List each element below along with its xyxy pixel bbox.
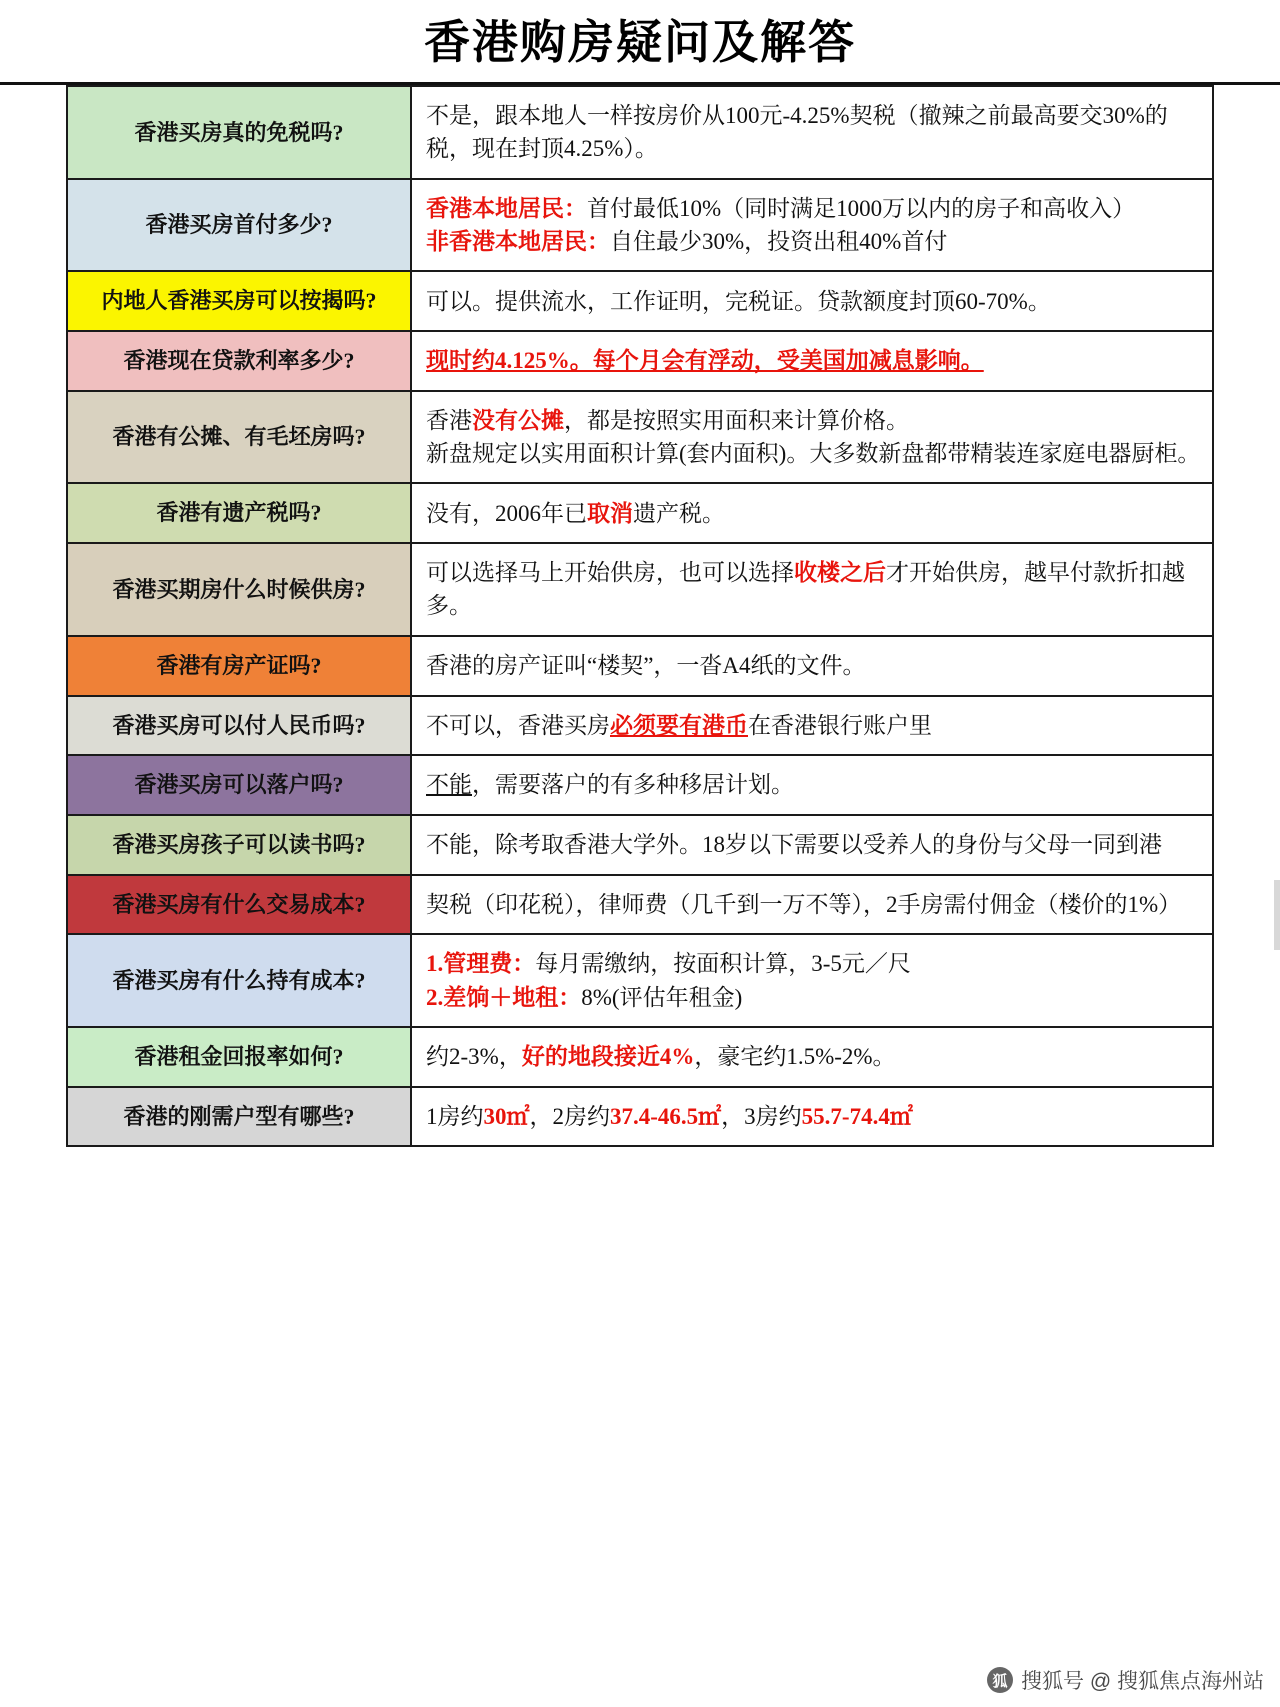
- answer-cell: [411, 636, 1213, 696]
- question-cell: 香港有公摊、有毛坯房吗?: [67, 391, 411, 484]
- question-cell: 香港买房有什么持有成本?: [67, 934, 411, 1027]
- answer-line: [426, 947, 1202, 980]
- question-cell: 香港买期房什么时候供房?: [67, 543, 411, 636]
- answer-line: [426, 225, 1202, 258]
- answer-text-span: 约2-3%，: [426, 1044, 522, 1070]
- question-cell: 香港的刚需户型有哪些?: [67, 1087, 411, 1147]
- faq-row: [67, 179, 1213, 272]
- faq-row: [67, 1027, 1213, 1087]
- answer-cell: [411, 696, 1213, 756]
- answer-text-span: 1房约: [426, 1103, 484, 1129]
- answer-text-span: ，需要落户的有多种移居计划。: [472, 772, 794, 798]
- answer-text-span: 首付最低10%（同时满足1000万以内的房子和高收入）: [587, 195, 1136, 221]
- answer-text-span: 自住最少30%，投资出租40%首付: [610, 229, 948, 255]
- faq-row: [67, 934, 1213, 1027]
- answer-text-span: 取消: [587, 500, 633, 526]
- answer-text-span: 8%(评估年租金): [581, 984, 743, 1010]
- answer-text-span: ，豪宅约1.5%-2%。: [694, 1044, 896, 1070]
- answer-text-span: ，3房约: [721, 1103, 802, 1129]
- answer-cell: [411, 1087, 1213, 1147]
- page-edge-mark: [1274, 880, 1280, 950]
- answer-text-span: 不能: [426, 772, 472, 798]
- answer-cell: [411, 86, 1213, 179]
- answer-cell: [411, 755, 1213, 815]
- answer-text-span: 好的地段接近4%: [521, 1044, 695, 1070]
- answer-text-span: 香港: [426, 407, 472, 433]
- answer-text-span: ，2房约: [529, 1103, 610, 1129]
- faq-row: [67, 86, 1213, 179]
- faq-row: [67, 483, 1213, 543]
- answer-line: [426, 192, 1202, 225]
- watermark: [987, 1665, 1264, 1695]
- faq-row: [67, 875, 1213, 935]
- answer-line: [426, 437, 1202, 470]
- question-cell: 香港买房首付多少?: [67, 179, 411, 272]
- faq-row: [67, 636, 1213, 696]
- answer-cell: [411, 391, 1213, 484]
- answer-text-span: 遗产税。: [633, 500, 725, 526]
- faq-row: [67, 696, 1213, 756]
- answer-text-span: ，都是按照实用面积来计算价格。: [564, 407, 909, 433]
- answer-text-span: 收楼之后: [794, 560, 886, 586]
- answer-cell: [411, 483, 1213, 543]
- faq-table-body: [67, 86, 1213, 1146]
- question-cell: 香港买房孩子可以读书吗?: [67, 815, 411, 875]
- answer-text-span: 37.4-46.5㎡: [610, 1103, 722, 1129]
- question-cell: 香港买房可以付人民币吗?: [67, 696, 411, 756]
- answer-text-span: 必须要有港币: [610, 712, 748, 738]
- faq-row: [67, 815, 1213, 875]
- answer-text-span: 没有公摊: [472, 407, 564, 433]
- faq-row: [67, 1087, 1213, 1147]
- answer-line: [426, 981, 1202, 1014]
- faq-row: [67, 331, 1213, 391]
- faq-row: [67, 271, 1213, 331]
- answer-text-span: 没有，2006年已: [426, 500, 587, 526]
- question-cell: 香港有房产证吗?: [67, 636, 411, 696]
- answer-text-span: 不可以，香港买房: [426, 712, 610, 738]
- answer-text-span: 可以选择马上开始供房，也可以选择: [426, 560, 794, 586]
- watermark-text: 搜狐号 @ 搜狐焦点海州站: [1021, 1670, 1264, 1693]
- answer-text-span: 可以。提供流水，工作证明，完税证。贷款额度封顶60-70%。: [426, 288, 1051, 314]
- answer-line: [426, 404, 1202, 437]
- answer-text-span: 现时约4.125%。每个月会有浮动，受美国加减息影响。: [426, 348, 984, 374]
- question-cell: 香港买房可以落户吗?: [67, 755, 411, 815]
- answer-cell: [411, 1027, 1213, 1087]
- answer-text-span: 契税（印花税），律师费（几千到一万不等），2手房需付佣金（楼价的1%）: [426, 891, 1182, 917]
- answer-cell: [411, 331, 1213, 391]
- answer-text-span: 不是，跟本地人一样按房价从100元-4.25%契税（撤辣之前最高要交30%的税，现在封顶4.25%）。: [426, 103, 1168, 162]
- answer-cell: [411, 815, 1213, 875]
- answer-text-span: 30㎡: [483, 1103, 530, 1129]
- faq-row: [67, 755, 1213, 815]
- answer-text-span: 非香港本地居民：: [426, 229, 610, 255]
- question-cell: 内地人香港买房可以按揭吗?: [67, 271, 411, 331]
- faq-row: [67, 543, 1213, 636]
- page-title: 香港购房疑问及解答: [424, 17, 856, 68]
- answer-cell: [411, 179, 1213, 272]
- question-cell: 香港租金回报率如何?: [67, 1027, 411, 1087]
- question-cell: 香港买房有什么交易成本?: [67, 875, 411, 935]
- answer-cell: [411, 875, 1213, 935]
- sohu-logo-icon: 狐: [987, 1667, 1013, 1693]
- faq-table: [66, 85, 1214, 1147]
- question-cell: 香港现在贷款利率多少?: [67, 331, 411, 391]
- answer-cell: [411, 543, 1213, 636]
- answer-text-span: 才开始供房，越早付款折扣越多。: [426, 560, 1185, 619]
- answer-text-span: 每月需缴纳，按面积计算，3-5元／尺: [535, 951, 911, 977]
- page-title-bar: [0, 0, 1280, 85]
- answer-text-span: 香港本地居民：: [426, 195, 587, 221]
- answer-text-span: 1.管理费：: [426, 951, 536, 977]
- answer-text-span: 不能，除考取香港大学外。18岁以下需要以受养人的身份与父母一同到港: [426, 832, 1162, 858]
- answer-text-span: 2.差饷＋地租：: [426, 984, 582, 1010]
- answer-text-span: 香港的房产证叫“楼契”，一沓A4纸的文件。: [426, 652, 866, 678]
- answer-cell: [411, 271, 1213, 331]
- faq-row: [67, 391, 1213, 484]
- question-cell: 香港买房真的免税吗?: [67, 86, 411, 179]
- answer-text-span: 55.7-74.4㎡: [801, 1103, 913, 1129]
- answer-text-span: 新盘规定以实用面积计算(套内面积)。大多数新盘都带精装连家庭电器厨柜。: [426, 441, 1201, 467]
- answer-cell: [411, 934, 1213, 1027]
- answer-text-span: 在香港银行账户里: [748, 712, 932, 738]
- question-cell: 香港有遗产税吗?: [67, 483, 411, 543]
